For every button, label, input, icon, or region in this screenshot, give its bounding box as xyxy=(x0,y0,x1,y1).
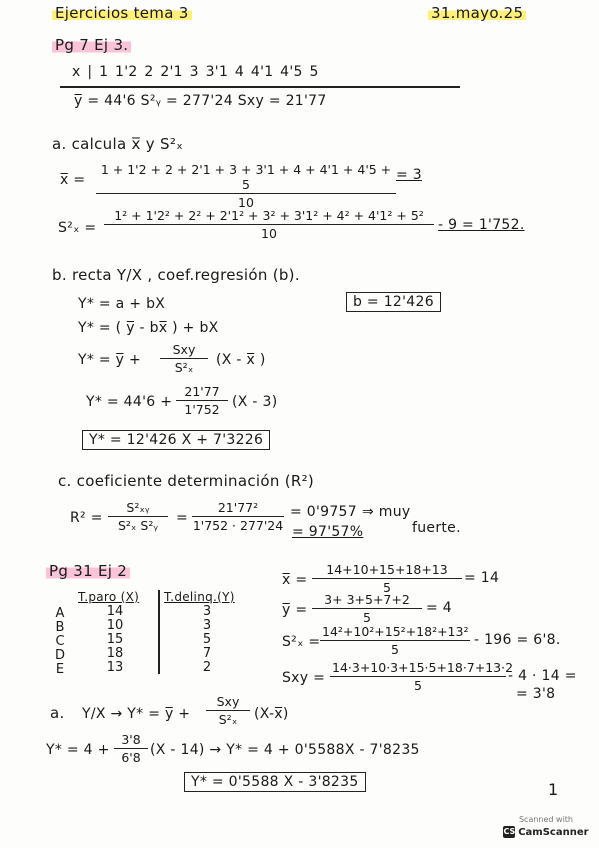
ex2-sx2-fraction xyxy=(320,624,470,657)
document-date: 31.mayo.25 xyxy=(428,4,526,22)
ex2-ybar-numerator: 3+ 3+5+7+2 xyxy=(312,592,422,609)
ex2-sx2-numerator: 14²+10²+15²+18²+13² xyxy=(322,624,469,639)
xbar-result: = 3 xyxy=(396,167,422,183)
r2-lhs: R² = xyxy=(70,510,103,526)
ex2-regression-denominator: S²ₓ xyxy=(218,712,238,727)
ex2-part-a-label: a. xyxy=(50,704,65,722)
part-a-label: a. calcula x̅ y S²ₓ xyxy=(52,135,184,153)
ex2-sxy-result: - 4 · 14 = xyxy=(508,668,577,684)
xbar-numerator: 1 + 1'2 + 2 + 2'1 + 3 + 3'1 + 4 + 4'1 + 4'5 + 5 xyxy=(96,162,396,194)
row-label: B xyxy=(55,620,65,635)
row-x-value: 18 xyxy=(106,646,124,661)
regression-formula-rhs: (X - x̅ ) xyxy=(216,352,266,368)
row-x-value: 13 xyxy=(106,660,124,675)
ex2-substituted-fraction xyxy=(114,732,148,765)
ex2-ybar-fraction xyxy=(312,592,422,625)
part-b-label: b. recta Y/X , coef.regresión (b). xyxy=(52,266,300,284)
regression-substituted-lhs: Y* = 44'6 + xyxy=(86,394,173,410)
data-table-row: x | 1 1'2 2 2'1 3 3'1 4 4'1 4'5 5 xyxy=(72,64,319,80)
ex2-substituted-numerator: 3'8 xyxy=(114,732,148,749)
regression-result-box: Y* = 12'426 X + 7'3226 xyxy=(82,430,270,450)
r2-values-denominator: 1'752 · 277'24 xyxy=(192,518,284,533)
regression-line-intercept: Y* = ( y̅ - bx̅ ) + bX xyxy=(78,320,219,336)
regression-formula-numerator: Sxy xyxy=(160,342,208,359)
scanner-badge xyxy=(505,815,587,838)
ex2-substituted-lhs: Y* = 4 + xyxy=(46,742,110,758)
scanner-logo xyxy=(505,826,587,838)
ex2-xbar-numerator: 14+10+15+18+13 xyxy=(312,562,462,579)
ex2-ybar-denominator: 5 xyxy=(363,610,371,625)
ex2-xbar-lhs: x̅ = xyxy=(282,572,308,588)
r2-values-numerator: 21'77² xyxy=(192,500,284,517)
r2-equals: = xyxy=(176,510,189,526)
regression-formula-denominator: S²ₓ xyxy=(174,360,194,375)
ex2-regression-lhs: Y/X → Y* = y̅ + xyxy=(82,706,191,722)
page-number: 1 xyxy=(548,780,559,799)
ex2-sxy-denominator: 5 xyxy=(414,678,422,693)
row-y-value: 5 xyxy=(202,632,212,647)
regression-substituted-rhs: (X - 3) xyxy=(232,394,278,410)
row-y-value: 3 xyxy=(202,618,212,633)
row-label: E xyxy=(55,662,65,677)
sx2-result: - 9 = 1'752. xyxy=(438,217,525,233)
r2-formula-numerator: S²ₓᵧ xyxy=(108,500,168,517)
regression-substituted-denominator: 1'752 xyxy=(184,402,220,417)
ex2-regression-fraction xyxy=(206,694,250,727)
row-label: A xyxy=(55,606,65,621)
ex2-substituted-denominator: 6'8 xyxy=(121,750,141,765)
r2-formula-denominator: S²ₓ S²ᵧ xyxy=(117,518,159,533)
row-y-value: 2 xyxy=(202,660,212,675)
sx2-numerator: 1² + 1'2² + 2² + 2'1² + 3² + 3'1² + 4² + 4'1² + 5² xyxy=(104,208,434,225)
regression-substituted-fraction xyxy=(176,384,228,417)
ex2-sxy-numerator: 14·3+10·3+15·5+18·7+13·2 xyxy=(332,660,514,675)
ex2-ybar-lhs: y̅ = xyxy=(282,602,308,618)
ex2-substituted-rhs: (X - 14) → Y* = 4 + 0'5588X - 7'8235 xyxy=(150,742,420,758)
sx2-lhs: S²ₓ = xyxy=(58,220,97,236)
table-column-divider xyxy=(158,590,160,674)
ex2-sxy-value: = 3'8 xyxy=(516,686,556,702)
r2-percent: = 97'57% xyxy=(292,524,364,540)
exercise-2-heading: Pg 31 Ej 2 xyxy=(46,562,130,580)
ex2-xbar-fraction xyxy=(312,562,462,595)
sx2-denominator: 10 xyxy=(261,226,277,241)
ex2-regression-result-box: Y* = 0'5588 X - 3'8235 xyxy=(184,772,366,792)
ex2-sxy-lhs: Sxy = xyxy=(282,670,326,686)
slope-result-box: b = 12'426 xyxy=(346,292,441,312)
col-header-x: T.paro (X) xyxy=(78,590,140,604)
r2-result: = 0'9757 xyxy=(290,504,357,520)
ex2-sx2-denominator: 5 xyxy=(391,642,399,657)
exercise-1-heading: Pg 7 Ej 3. xyxy=(52,36,131,54)
ex2-ybar-result: = 4 xyxy=(426,600,452,616)
regression-substituted-numerator: 21'77 xyxy=(176,384,228,401)
regression-line-general: Y* = a + bX xyxy=(78,296,166,312)
scanner-name: CamScanner xyxy=(518,826,589,838)
row-label: C xyxy=(55,634,65,649)
xbar-fraction xyxy=(96,162,396,210)
row-y-value: 7 xyxy=(202,646,212,661)
col-header-y: T.delinq.(Y) xyxy=(164,590,235,604)
row-label: D xyxy=(54,648,65,663)
row-y-value: 3 xyxy=(202,604,212,619)
xbar-lhs: x̅ = xyxy=(60,172,86,188)
row-x-value: 14 xyxy=(106,604,124,619)
regression-formula-fraction xyxy=(160,342,208,375)
ex2-sxy-fraction xyxy=(330,660,514,693)
r2-formula-fraction xyxy=(108,500,168,533)
ex2-xbar-denominator: 5 xyxy=(383,580,391,595)
sx2-fraction xyxy=(104,208,434,241)
xbar-denominator: 10 xyxy=(238,195,254,210)
row-x-value: 15 xyxy=(106,632,124,647)
r2-interpretation-cont: fuerte. xyxy=(412,520,461,536)
ex2-xbar-result: = 14 xyxy=(464,570,500,586)
regression-formula-lhs: Y* = y̅ + xyxy=(78,352,142,368)
ex2-sx2-result: - 196 = 6'8. xyxy=(474,632,561,648)
summary-stats: y̅ = 44'6 S²ᵧ = 277'24 Sxy = 21'77 xyxy=(74,93,327,109)
row-x-value: 10 xyxy=(106,618,124,633)
r2-values-fraction xyxy=(192,500,284,533)
table-divider xyxy=(60,86,460,88)
camscanner-icon: CS xyxy=(503,827,516,836)
ex2-sx2-lhs: S²ₓ = xyxy=(282,634,321,650)
ex2-regression-numerator: Sxy xyxy=(206,694,250,711)
part-c-label: c. coeficiente determinación (R²) xyxy=(58,472,315,490)
document-title: Ejercicios tema 3 xyxy=(52,4,192,22)
r2-interpretation: ⇒ muy xyxy=(362,504,411,520)
scanner-caption: Scanned with xyxy=(518,815,574,824)
ex2-regression-rhs: (X-x̅) xyxy=(254,706,289,722)
